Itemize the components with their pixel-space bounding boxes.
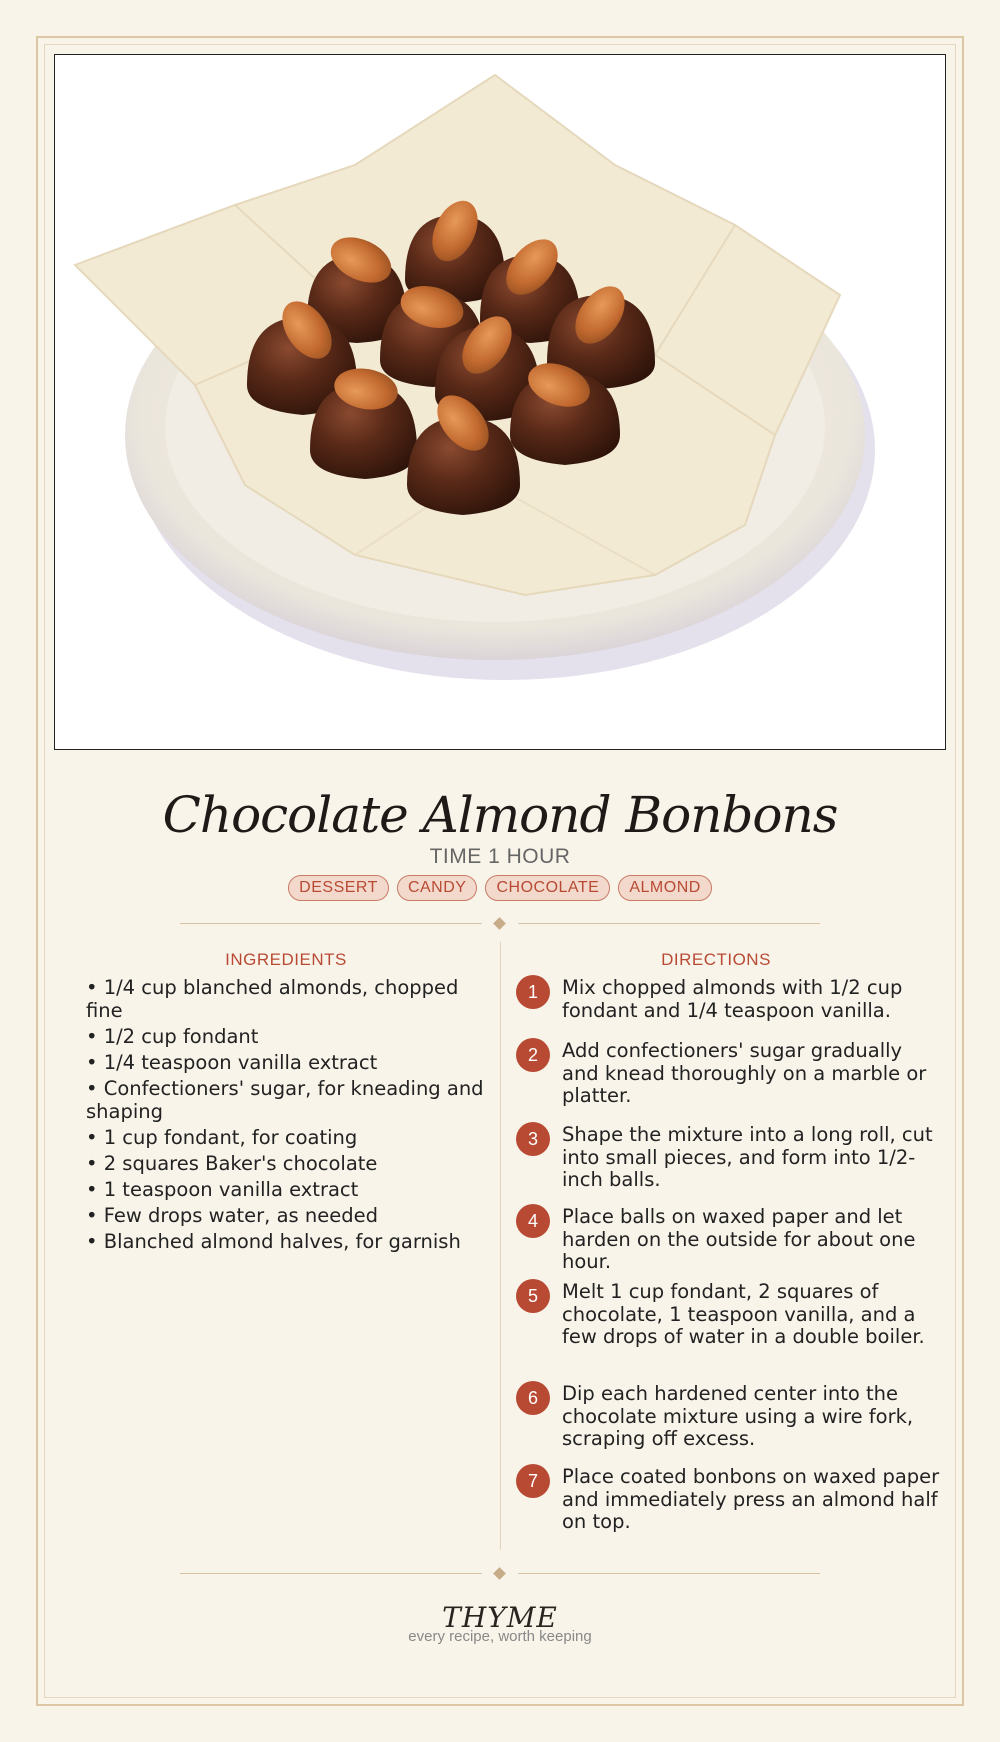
step-text: Place balls on waxed paper and let harden on the outside for about one hour. [562, 1205, 916, 1273]
brand-tagline: every recipe, worth keeping [408, 1628, 592, 1645]
recipe-title: Chocolate Almond Bonbons [162, 786, 838, 844]
diamond-ornament [493, 1567, 506, 1580]
step-number: 2 [516, 1038, 550, 1072]
ingredient-item: • 2 squares Baker's chocolate [86, 1152, 378, 1175]
ingredient-item: • 1/4 cup blanched almonds, chopped fine [86, 976, 459, 1022]
ingredients-list [86, 976, 486, 1256]
step-text: Add confectioners' sugar gradually and knead thoroughly on a marble or platter. [562, 1039, 927, 1107]
step-text: Dip each hardened center into the chocolate mixture using a wire fork, scraping off excess. [562, 1382, 914, 1450]
recipe-photo [54, 54, 946, 750]
ingredient-item: • 1/4 teaspoon vanilla extract [86, 1051, 378, 1074]
tag-list [0, 875, 1000, 901]
ingredient-item: • 1/2 cup fondant [86, 1025, 259, 1048]
ingredients-heading: INGREDIENTS [225, 950, 347, 969]
step-number: 4 [516, 1204, 550, 1238]
step-number: 7 [516, 1464, 550, 1498]
step-number: 1 [516, 975, 550, 1009]
step-number: 5 [516, 1279, 550, 1313]
step-text: Melt 1 cup fondant, 2 squares of chocolate, 1 teaspoon vanilla, and a few drops of water in a double boiler. [562, 1280, 925, 1348]
step-number: 3 [516, 1122, 550, 1156]
tag-almond[interactable]: ALMOND [618, 875, 711, 901]
step-number: 6 [516, 1381, 550, 1415]
step-text: Mix chopped almonds with 1/2 cup fondant and 1/4 teaspoon vanilla. [562, 976, 903, 1022]
step-text: Place coated bonbons on waxed paper and immediately press an almond half on top. [562, 1465, 940, 1533]
bottom-divider [180, 1569, 820, 1579]
ingredient-item: • Blanched almond halves, for garnish [86, 1230, 461, 1253]
directions-heading: DIRECTIONS [661, 950, 771, 969]
ingredient-item: • Few drops water, as needed [86, 1204, 378, 1227]
diamond-ornament [493, 917, 506, 930]
column-separator [500, 942, 501, 1550]
bonbons-illustration [55, 55, 946, 750]
recipe-time: TIME 1 HOUR [429, 845, 571, 868]
tag-dessert[interactable]: DESSERT [288, 875, 389, 901]
ingredient-item: • 1 teaspoon vanilla extract [86, 1178, 359, 1201]
step-text: Shape the mixture into a long roll, cut into small pieces, and form into 1/2-inch balls. [562, 1123, 933, 1191]
brand-logo: THYME [442, 1601, 558, 1634]
ingredient-item: • Confectioners' sugar, for kneading and shaping [86, 1077, 484, 1123]
tag-candy[interactable]: CANDY [397, 875, 478, 901]
ingredient-item: • 1 cup fondant, for coating [86, 1126, 358, 1149]
tag-chocolate[interactable]: CHOCOLATE [485, 875, 610, 901]
top-divider [180, 919, 820, 929]
